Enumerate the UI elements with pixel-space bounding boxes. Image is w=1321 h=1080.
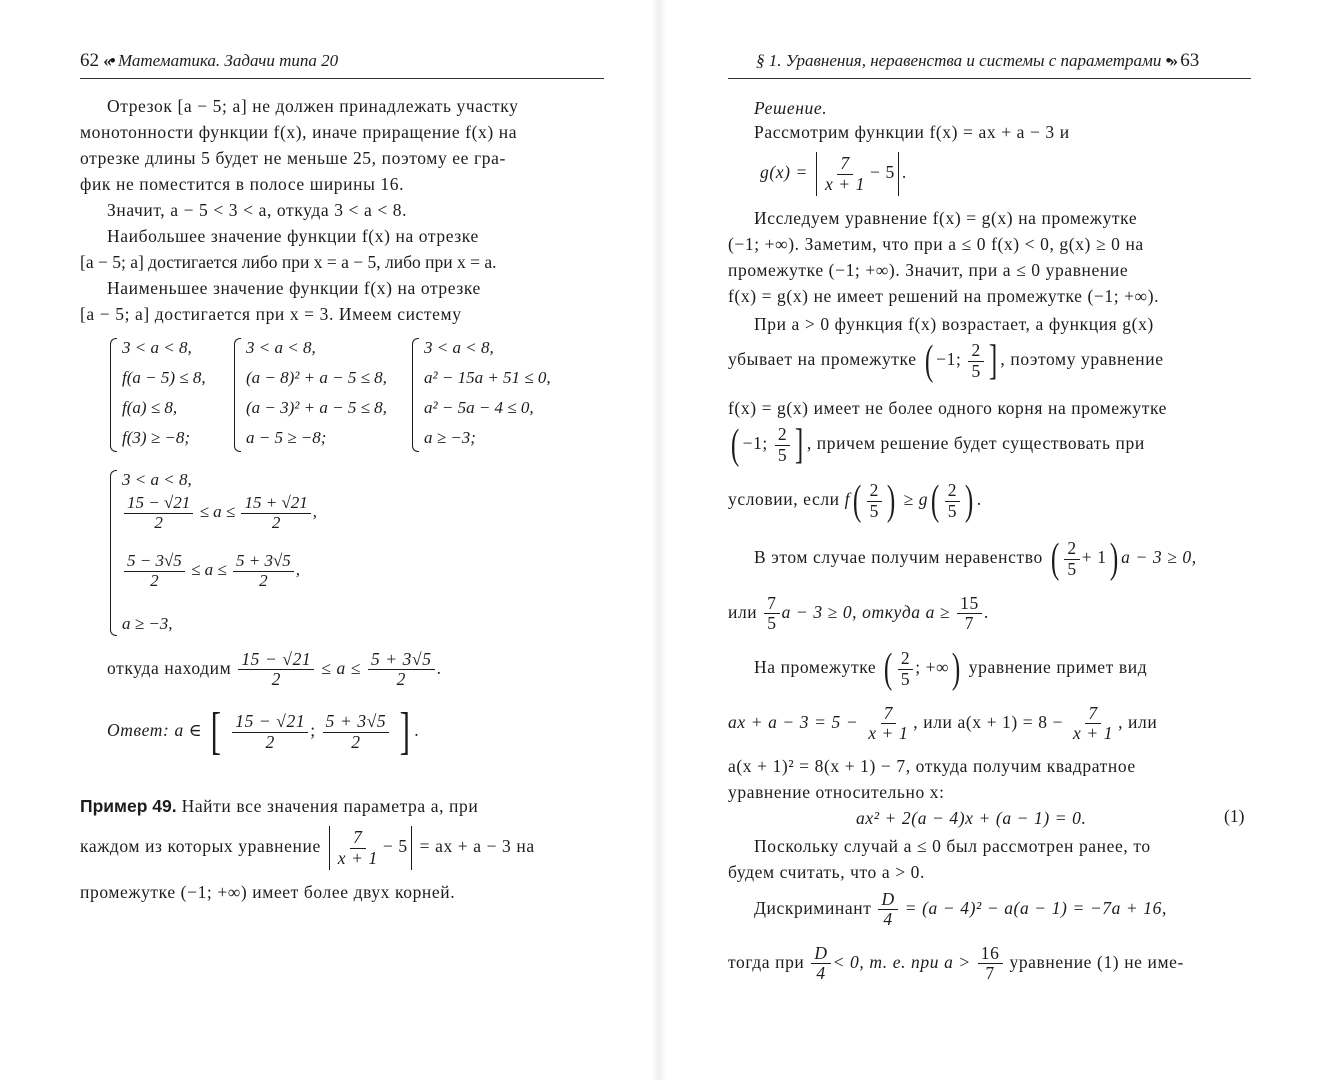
system-line: 3 < a < 8, xyxy=(424,338,494,357)
fraction: $\frac{15 - √21}{2}$ xyxy=(232,712,308,752)
paragraph-line: Значит, a − 5 < 3 < a, откуда 3 < a < 8. xyxy=(107,200,408,220)
fraction: $\frac{7}{x + 1}$ xyxy=(1073,703,1114,744)
abs-bar-icon xyxy=(898,152,899,196)
equation-system xyxy=(122,468,382,638)
system-line: 3 < a < 8, xyxy=(122,470,192,489)
fraction: $\frac{5 + 3√5}{2}$ xyxy=(323,712,390,752)
system-line: a² − 15a + 51 ≤ 0, xyxy=(424,368,551,387)
equation-system xyxy=(246,336,416,456)
paragraph-line: промежутке (−1; +∞) имеет более двух корней. xyxy=(80,882,456,902)
header-title: Математика. Задачи типа 20 xyxy=(117,51,339,70)
running-header-left xyxy=(80,48,338,74)
fraction: $\frac{16}{7}$ xyxy=(978,944,1003,984)
abs-bar-icon xyxy=(329,826,330,870)
system-line: (a − 3)² + a − 5 ≤ 8, xyxy=(246,398,387,417)
paragraph-line: уравнение относительно x: xyxy=(728,782,945,802)
system-line: a ≥ −3; xyxy=(424,428,476,447)
paragraph-line: [a − 5; a] достигается либо при x = a − 5, либо при x = a. xyxy=(80,252,497,272)
fraction: $\frac{5 - 3√5}{2}$ xyxy=(124,552,185,590)
paragraph-line: тогда при $\frac{D}{4}$ < 0, т. е. при a > $\frac{16}{7}$ уравнение (1) не име- xyxy=(728,943,1184,984)
header-title: § 1. Уравнения, неравенства и системы с параметрами xyxy=(756,51,1162,70)
equation-number: (1) xyxy=(1224,806,1245,826)
fraction: $\frac{15 - √21}{2}$ xyxy=(238,650,314,690)
answer-line: Ответ: a ∈ [ $\frac{15 - √21}{2}$ ; $\frac{5 + 3√5}{2}$ ] . xyxy=(107,703,420,760)
paragraph-line: фик не поместится в полосе ширины 16. xyxy=(80,174,405,194)
paragraph-line: каждом из которых уравнение $\frac{7}{x + 1}$ − 5 = ax + a − 3 на xyxy=(80,826,535,870)
page-number: 63 xyxy=(1180,50,1200,71)
paragraph-line: будем считать, что a > 0. xyxy=(728,862,925,882)
system-line: f(a) ≤ 8, xyxy=(122,398,178,417)
paragraph-line: Исследуем уравнение f(x) = g(x) на промежутке xyxy=(754,208,1138,228)
paragraph-line: Наименьшее значение функции f(x) на отрезке xyxy=(107,278,481,298)
solution-label: Решение. xyxy=(754,98,828,118)
abs-bar-icon xyxy=(411,826,412,870)
example-label: Пример 49. xyxy=(80,796,177,816)
paragraph-line: На промежутке ( $\frac{2}{5}$ ; +∞) уравнение примет вид xyxy=(754,646,1148,692)
brace-icon xyxy=(412,338,419,452)
paragraph-line: Поскольку случай a ≤ 0 был рассмотрен ранее, то xyxy=(754,836,1151,856)
paragraph-line: В этом случае получим неравенство ( $\frac{2}{5}$ + 1) a − 3 ≥ 0, xyxy=(754,536,1197,582)
fraction: $\frac{2}{5}$ xyxy=(968,341,983,381)
paragraph-line: монотонности функции f(x), иначе приращение f(x) на xyxy=(80,122,518,142)
answer-label: Ответ: xyxy=(107,720,170,741)
paragraph-line: [a − 5; a] достигается при x = 3. Имеем систему xyxy=(80,304,462,324)
fraction: $\frac{7}{x + 1}$ xyxy=(868,703,909,744)
brace-icon xyxy=(234,338,241,452)
fraction: $\frac{5 + 3√5}{2}$ xyxy=(233,552,294,590)
fraction: $\frac{7}{x + 1}$ xyxy=(337,827,378,868)
paragraph-line: Дискриминант $\frac{D}{4}$ = (a − 4)² − a(a − 1) = −7a + 16, xyxy=(754,889,1167,930)
paragraph-line: f(x) = g(x) имеет не более одного корня на промежутке xyxy=(728,398,1167,418)
fraction: $\frac{2}{5}$ xyxy=(867,481,882,521)
paragraph-line: (−1; +∞). Заметим, что при a ≤ 0 f(x) < 0, g(x) ≥ 0 на xyxy=(728,234,1144,254)
fraction: $\frac{15 + √21}{2}$ xyxy=(241,494,310,532)
fraction: $\frac{2}{5}$ xyxy=(945,481,960,521)
fraction: $\frac{7}{5}$ xyxy=(764,594,779,634)
equation-system xyxy=(122,336,232,456)
paragraph-line: убывает на промежутке ( −1; $\frac{2}{5}$ ] , поэтому уравнение xyxy=(728,338,1164,384)
header-rule xyxy=(728,78,1251,79)
paragraph-line: Наибольшее значение функции f(x) на отрезке xyxy=(107,226,479,246)
paragraph-line: При a > 0 функция f(x) возрастает, а функция g(x) xyxy=(754,314,1154,334)
header-rule xyxy=(80,78,604,79)
fraction: $\frac{5 + 3√5}{2}$ xyxy=(368,650,435,690)
quadratic-equation: ax² + 2(a − 4)x + (a − 1) = 0. xyxy=(856,808,1087,828)
paragraph-line: отрезке длины 5 будет не меньше 25, поэтому ее гра- xyxy=(80,148,506,168)
system-line: (a − 8)² + a − 5 ≤ 8, xyxy=(246,368,387,387)
header-ornament-icon: «• xyxy=(103,51,114,70)
equation-system xyxy=(424,336,594,456)
paragraph-line: f(x) = g(x) не имеет решений на промежутке (−1; +∞). xyxy=(728,286,1160,306)
brace-icon xyxy=(110,338,117,452)
system-line: f(3) ≥ −8; xyxy=(122,428,191,447)
system-line: a − 5 ≥ −8; xyxy=(246,428,327,447)
paragraph-line: промежутке (−1; +∞). Значит, при a ≤ 0 уравнение xyxy=(728,260,1129,280)
paragraph-line: или $\frac{7}{5}$ a − 3 ≥ 0, откуда a ≥ $\frac{15}{7}$ . xyxy=(728,593,989,634)
fraction: $\frac{2}{5}$ xyxy=(775,425,790,465)
running-header-right xyxy=(756,48,1199,74)
fraction: $\frac{15}{7}$ xyxy=(957,594,982,634)
paragraph-line: Рассмотрим функции f(x) = ax + a − 3 и xyxy=(754,122,1070,142)
fraction: $\frac{2}{5}$ xyxy=(898,649,913,689)
abs-bar-icon xyxy=(816,152,817,196)
paragraph-line: ( −1; $\frac{2}{5}$ ] , причем решение будет существовать при xyxy=(730,422,1145,468)
page-number: 62 xyxy=(80,50,99,71)
system-line: 3 < a < 8, xyxy=(246,338,316,357)
right-page xyxy=(660,0,1321,1080)
example-heading-line: Пример 49. Найти все значения параметра a, при xyxy=(80,796,479,816)
brace-icon xyxy=(110,470,117,636)
paragraph-line: ax + a − 3 = 5 − $\frac{7}{x + 1}$ , или a(x + 1) = 8 − $\frac{7}{x + 1}$ , или xyxy=(728,703,1158,744)
fraction: $\frac{2}{5}$ xyxy=(1064,539,1079,579)
fraction: $\frac{D}{4}$ xyxy=(878,890,897,930)
paragraph-line: Отрезок [a − 5; a] не должен принадлежать участку xyxy=(107,96,519,116)
system-line: 3 < a < 8, xyxy=(122,338,192,357)
system-line: $\frac{15 - √21}{2}$ ≤ a ≤ $\frac{15 + √21}{2}$ , xyxy=(122,494,317,532)
system-line: a ≥ −3, xyxy=(122,614,173,633)
paragraph-line: a(x + 1)² = 8(x + 1) − 7, откуда получим квадратное xyxy=(728,756,1136,776)
paragraph-line: условии, если f( $\frac{2}{5}$ ) ≥ g( $\frac{2}{5}$ ) . xyxy=(728,478,982,524)
left-page xyxy=(0,0,660,1080)
result-line: откуда находим $\frac{15 - √21}{2}$ ≤ a ≤ $\frac{5 + 3√5}{2}$ . xyxy=(107,649,442,690)
fraction: $\frac{D}{4}$ xyxy=(811,944,830,984)
system-line: a² − 5a − 4 ≤ 0, xyxy=(424,398,534,417)
system-line: $\frac{5 - 3√5}{2}$ ≤ a ≤ $\frac{5 + 3√5}{2}$ , xyxy=(122,552,300,590)
system-line: f(a − 5) ≤ 8, xyxy=(122,368,206,387)
fraction: $\frac{15 - √21}{2}$ xyxy=(124,494,193,532)
fraction: $\frac{7}{x + 1}$ xyxy=(824,153,866,194)
formula-line: g(x) = $\frac{7}{x + 1}$ − 5 . xyxy=(760,152,907,196)
header-ornament-icon: •» xyxy=(1165,51,1177,70)
